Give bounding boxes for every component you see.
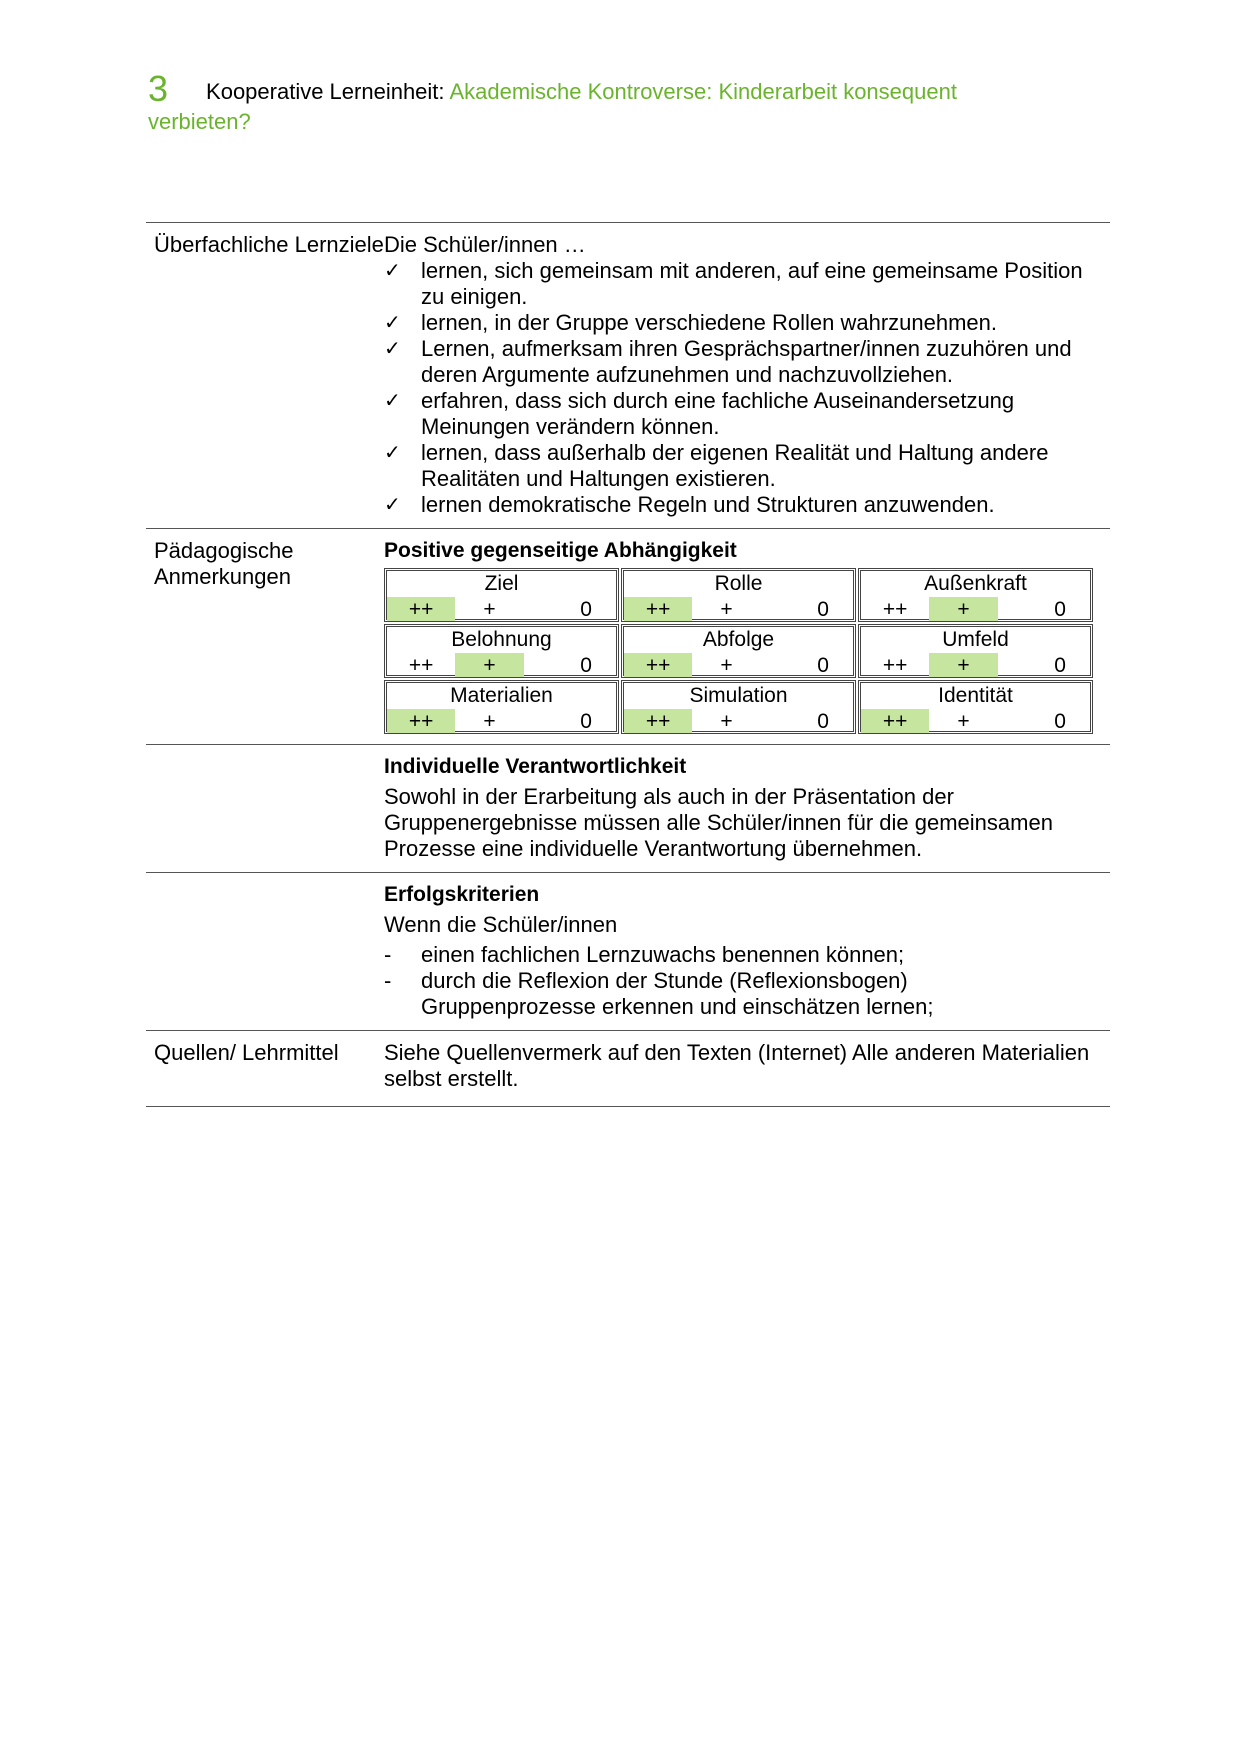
- dependency-name: Identität: [938, 684, 1013, 707]
- dependency-name: Ziel: [484, 572, 519, 595]
- checkmark-icon: ✓: [384, 312, 401, 334]
- row-content: [384, 873, 1110, 1030]
- lernziele-intro: Die Schüler/innen …: [384, 232, 586, 257]
- rating-option: +: [720, 598, 733, 621]
- list-item: ✓ lernen, in der Gruppe verschiedene Rollen wahrzunehmen.: [384, 310, 998, 335]
- rating-option: ++: [882, 598, 908, 621]
- rating-scale: [387, 653, 616, 677]
- dependency-grid: [384, 568, 1100, 734]
- row-label: Überfachliche Lernziele: [154, 232, 384, 257]
- section-heading: Erfolgskriterien: [384, 883, 540, 906]
- section-heading: Individuelle Verantwortlichkeit: [384, 755, 687, 778]
- dependency-name: Belohnung: [451, 628, 552, 651]
- rating-option: +: [957, 710, 970, 733]
- rating-option: ++: [882, 654, 908, 677]
- dependency-name: Rolle: [714, 572, 763, 595]
- dependency-name: Materialien: [450, 684, 553, 707]
- row-lernziele: [146, 222, 1110, 528]
- checkmark-icon: ✓: [384, 338, 401, 360]
- dependency-cell: [384, 680, 619, 734]
- rating-option: ++: [387, 597, 455, 621]
- list-item: ✓ lernen demokratische Regeln und Strukturen anzuwenden.: [384, 492, 995, 517]
- row-content: [384, 745, 1110, 872]
- rating-option: ++: [624, 653, 692, 677]
- row-label: Quellen/ Lehrmittel: [154, 1040, 339, 1065]
- dependency-name: Umfeld: [942, 628, 1009, 651]
- list-item: ✓ lernen, dass außerhalb der eigenen Realität und Haltung andere Realitäten und Haltungen existieren.: [384, 440, 1049, 491]
- dependency-cell: [384, 624, 619, 678]
- chapter-number: 3: [148, 68, 169, 109]
- list-item: ✓ Lernen, aufmerksam ihren Gesprächspartner/innen zuzuhören und deren Argumente aufzunehmen und nachzuvollziehen.: [384, 336, 1072, 387]
- list-item: - einen fachlichen Lernzuwachs benennen können;: [384, 942, 905, 967]
- rating-scale: [861, 597, 1090, 621]
- rating-option: 0: [817, 710, 829, 733]
- rating-option: ++: [387, 709, 455, 733]
- lernziele-list: [384, 258, 1100, 518]
- rating-option: +: [455, 653, 523, 677]
- rating-option: +: [483, 710, 496, 733]
- dependency-name: Außenkraft: [924, 572, 1027, 595]
- rating-option: +: [720, 710, 733, 733]
- dependency-cell: [621, 568, 856, 622]
- header-title: Akademische Kontroverse: Kinderarbeit konsequent verbieten?: [148, 79, 957, 134]
- rating-scale: [624, 709, 853, 733]
- rating-scale: [861, 653, 1090, 677]
- rating-option: +: [720, 654, 733, 677]
- rating-option: +: [483, 598, 496, 621]
- rating-scale: [387, 709, 616, 733]
- row-content: [384, 529, 1110, 744]
- list-item: ✓ erfahren, dass sich durch eine fachliche Auseinandersetzung Meinungen verändern können.: [384, 388, 1015, 439]
- checkmark-icon: ✓: [384, 390, 401, 412]
- header-prefix: Kooperative Lerneinheit:: [206, 79, 450, 104]
- dependency-cell: [384, 568, 619, 622]
- dash-bullet: -: [384, 968, 392, 993]
- rating-option: 0: [817, 598, 829, 621]
- rating-scale: [624, 653, 853, 677]
- list-item: ✓ lernen, sich gemeinsam mit anderen, auf eine gemeinsame Position zu einigen.: [384, 258, 1083, 309]
- row-erfolg: [146, 872, 1110, 1030]
- checkmark-icon: ✓: [384, 442, 401, 464]
- row-content: [384, 223, 1110, 528]
- dependency-cell: [621, 624, 856, 678]
- lesson-table: [146, 222, 1110, 1107]
- row-label: Pädagogische Anmerkungen: [154, 538, 294, 589]
- rating-scale: [387, 597, 616, 621]
- rating-option: 0: [580, 598, 592, 621]
- section-heading: Positive gegenseitige Abhängigkeit: [384, 539, 737, 562]
- row-anmerkungen: [146, 528, 1110, 744]
- dependency-cell: [858, 568, 1093, 622]
- rating-option: 0: [1054, 598, 1066, 621]
- dependency-cell: [858, 624, 1093, 678]
- rating-option: 0: [580, 654, 592, 677]
- document-header: [148, 68, 1028, 137]
- rating-scale: [624, 597, 853, 621]
- row-quellen: [146, 1030, 1110, 1107]
- rating-option: +: [929, 653, 997, 677]
- erfolg-intro: Wenn die Schüler/innen: [384, 912, 618, 937]
- rating-option: ++: [624, 597, 692, 621]
- dependency-name: Abfolge: [702, 628, 775, 651]
- dependency-name: Simulation: [689, 684, 788, 707]
- row-label-empty: [146, 873, 384, 1030]
- checkmark-icon: ✓: [384, 494, 401, 516]
- rating-option: ++: [408, 654, 434, 677]
- row-verantwortung: [146, 744, 1110, 872]
- rating-scale: [861, 709, 1090, 733]
- rating-option: 0: [1054, 710, 1066, 733]
- rating-option: ++: [624, 709, 692, 733]
- rating-option: +: [929, 597, 997, 621]
- list-item: - durch die Reflexion der Stunde (Reflexionsbogen) Gruppenprozesse erkennen und einschätzen lernen;: [384, 968, 934, 1019]
- row-label-empty: [146, 745, 384, 872]
- erfolg-list: [384, 942, 1100, 1020]
- dependency-cell: [858, 680, 1093, 734]
- verantwortung-text: Sowohl in der Erarbeitung als auch in der Präsentation der Gruppenergebnisse müssen alle Schüler/innen für die gemeinsamen Prozesse eine individuelle Verantwortung übernehmen.: [384, 784, 1053, 861]
- checkmark-icon: ✓: [384, 260, 401, 282]
- rating-option: 0: [1054, 654, 1066, 677]
- dependency-cell: [621, 680, 856, 734]
- row-content: Siehe Quellenvermerk auf den Texten (Internet) Alle anderen Materialien selbst erstellt.: [384, 1040, 1090, 1091]
- rating-option: 0: [817, 654, 829, 677]
- rating-option: ++: [861, 709, 929, 733]
- rating-option: 0: [580, 710, 592, 733]
- dash-bullet: -: [384, 942, 392, 967]
